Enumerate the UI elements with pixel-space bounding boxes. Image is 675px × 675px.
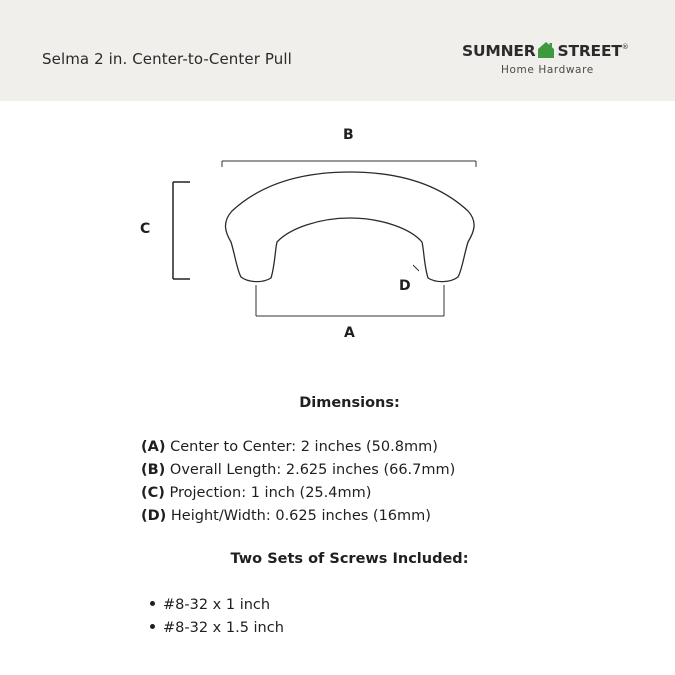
spec-key: (B) [141, 462, 166, 478]
dimension-c-label: C [140, 221, 151, 237]
list-item [150, 597, 270, 613]
spec-text: Height/Width: 0.625 inches (16mm) [166, 508, 431, 524]
logo-text-right: STREET [557, 42, 622, 60]
spec-d [141, 508, 431, 524]
dimension-c-bracket [173, 182, 190, 279]
logo-text-left: SUMNER [462, 42, 536, 60]
dimension-a-label: A [344, 325, 355, 341]
dimensions-heading: Dimensions: [299, 395, 400, 411]
dimension-b-label: B [343, 127, 354, 143]
bullet-icon [150, 624, 155, 629]
dimension-a-bracket [256, 285, 444, 316]
spec-text: Center to Center: 2 inches (50.8mm) [165, 439, 438, 455]
dimension-b-line [222, 161, 476, 167]
spec-c [141, 485, 371, 501]
spec-key: (D) [141, 508, 167, 524]
logo-subtitle: Home Hardware [501, 64, 594, 76]
dimension-d-tick [413, 265, 419, 271]
cabinet-pull-outline [225, 172, 474, 282]
spec-text: Overall Length: 2.625 inches (66.7mm) [165, 462, 456, 478]
bullet-icon [150, 601, 155, 606]
screws-heading: Two Sets of Screws Included: [230, 551, 469, 567]
spec-a [141, 439, 438, 455]
spec-text: Projection: 1 inch (25.4mm) [164, 485, 372, 501]
spec-key: (C) [141, 485, 165, 501]
screw-size: #8-32 x 1 inch [163, 597, 271, 613]
spec-b [141, 462, 455, 478]
product-title: Selma 2 in. Center-to-Center Pull [42, 50, 292, 68]
registered-mark: ® [621, 43, 629, 51]
list-item [150, 620, 284, 636]
dimension-d-label: D [399, 278, 411, 294]
screw-size: #8-32 x 1.5 inch [163, 620, 284, 636]
spec-key: (A) [141, 439, 166, 455]
